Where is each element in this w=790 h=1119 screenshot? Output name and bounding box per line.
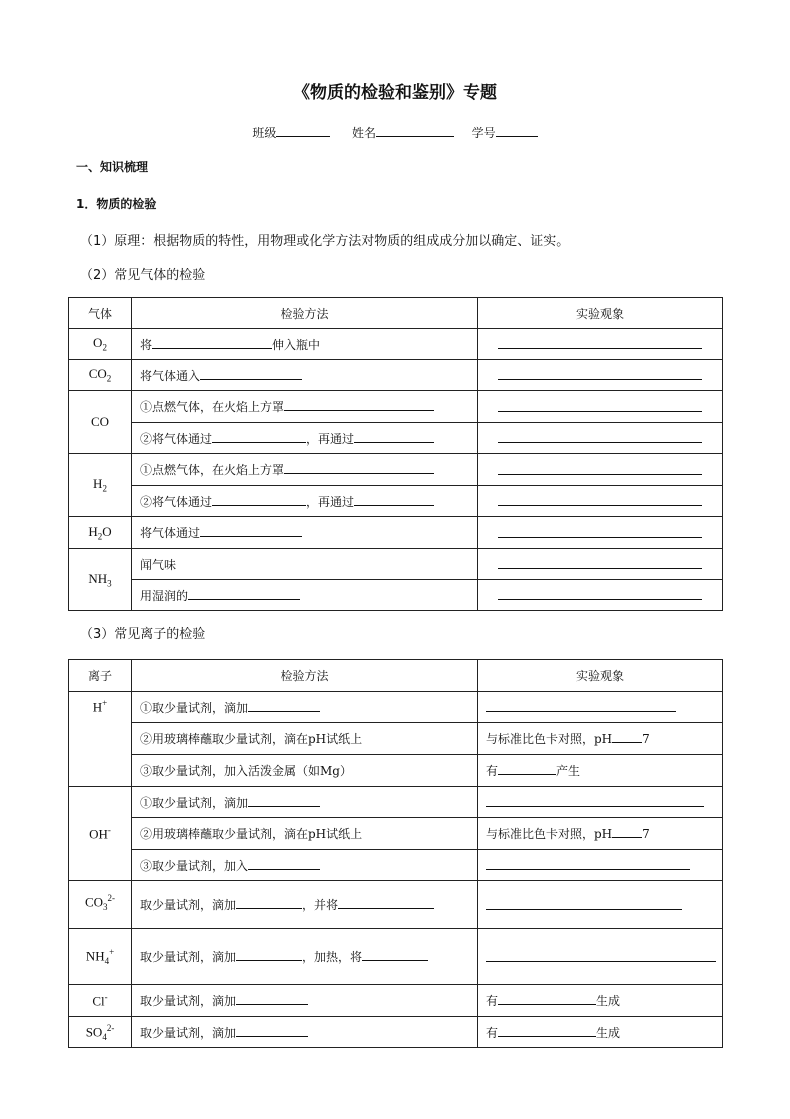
table-row xyxy=(69,985,723,1017)
answer-blank[interactable] xyxy=(188,587,300,600)
header-method: 检验方法 xyxy=(132,660,478,692)
observation-text: 有 xyxy=(486,764,499,778)
method-text: 取少量试剂，滴加 xyxy=(140,1025,237,1040)
gas-nh3: $NH_3$ xyxy=(69,549,132,611)
observation-text: 生成 xyxy=(596,994,621,1008)
answer-blank[interactable] xyxy=(498,399,702,412)
class-label: 班级 xyxy=(252,126,277,140)
answer-blank[interactable] xyxy=(236,992,308,1005)
answer-blank[interactable] xyxy=(362,948,428,961)
ion-heading: （3）常见离子的检验 xyxy=(80,627,206,642)
table-row xyxy=(69,881,723,929)
method-cell xyxy=(132,850,478,881)
table-row xyxy=(69,723,723,755)
method-cell xyxy=(132,881,478,929)
gas-h2o: $H_2O$ xyxy=(69,517,132,549)
answer-blank[interactable] xyxy=(212,493,306,506)
method-cell xyxy=(132,985,478,1017)
ion-h: H+ xyxy=(69,692,132,787)
method-text: ①取少量试剂，滴加 xyxy=(140,795,249,810)
answer-blank[interactable] xyxy=(284,461,434,474)
method-cell xyxy=(132,580,478,611)
answer-blank[interactable] xyxy=(236,1024,308,1037)
ion-table-header xyxy=(69,660,723,692)
answer-blank[interactable] xyxy=(486,794,704,807)
answer-blank[interactable] xyxy=(486,699,676,712)
answer-blank[interactable] xyxy=(498,556,702,569)
method-text: ，再通过 xyxy=(306,431,355,446)
method-text: 将气体通入 xyxy=(140,368,201,383)
gas-o2: $O_2$ xyxy=(69,329,132,360)
answer-blank[interactable] xyxy=(248,857,320,870)
observation-text: 与标准比色卡对照，pH xyxy=(486,827,613,841)
principle-text: （1）原理：根据物质的特性，用物理或化学方法对物质的组成成分加以确定、证实。 xyxy=(80,234,570,249)
answer-blank[interactable] xyxy=(498,525,702,538)
ion-oh: OH- xyxy=(69,787,132,881)
class-blank[interactable] xyxy=(276,124,330,137)
answer-blank[interactable] xyxy=(498,992,596,1005)
method-cell xyxy=(132,329,478,360)
method-text: ②将气体通过 xyxy=(140,494,213,509)
method-cell xyxy=(132,692,478,723)
table-row xyxy=(69,692,723,723)
observation-cell xyxy=(478,360,723,391)
answer-blank[interactable] xyxy=(612,825,642,838)
observation-cell xyxy=(478,329,723,360)
method-cell xyxy=(132,391,478,423)
header-observation: 实验观象 xyxy=(478,660,723,692)
table-row xyxy=(69,391,723,423)
observation-cell xyxy=(478,580,723,611)
table-row xyxy=(69,486,723,517)
method-text: ③取少量试剂，加入 xyxy=(140,858,249,873)
student-info-line xyxy=(0,124,790,141)
method-cell xyxy=(132,1017,478,1048)
observation-text: 7 xyxy=(642,732,650,746)
method-cell xyxy=(132,454,478,486)
answer-blank[interactable] xyxy=(248,794,320,807)
table-row xyxy=(69,517,723,549)
table-row xyxy=(69,929,723,985)
observation-text: 7 xyxy=(642,827,650,841)
gas-co: CO xyxy=(69,391,132,454)
answer-blank[interactable] xyxy=(200,524,302,537)
answer-blank[interactable] xyxy=(338,896,434,909)
ion-cl: Cl- xyxy=(69,985,132,1017)
answer-blank[interactable] xyxy=(486,897,682,910)
observation-cell xyxy=(478,881,723,929)
observation-text: 有 xyxy=(486,994,499,1008)
table-row xyxy=(69,329,723,360)
method-text: ，并将 xyxy=(302,898,339,912)
answer-blank[interactable] xyxy=(498,462,702,475)
answer-blank[interactable] xyxy=(284,398,434,411)
observation-cell xyxy=(478,723,723,755)
observation-cell xyxy=(478,391,723,423)
table-row xyxy=(69,755,723,787)
answer-blank[interactable] xyxy=(152,336,272,349)
observation-cell xyxy=(478,929,723,985)
id-label: 学号 xyxy=(471,126,496,140)
id-blank[interactable] xyxy=(496,124,538,137)
table-row xyxy=(69,1017,723,1048)
method-cell: ②用玻璃棒蘸取少量试剂，滴在pH试纸上 xyxy=(132,818,478,850)
method-text: ①点燃气体，在火焰上方罩 xyxy=(140,400,285,414)
gas-h2: $H_2$ xyxy=(69,454,132,517)
method-text: ，再通过 xyxy=(306,494,355,509)
ion-co3: $CO_3^{2-}$ xyxy=(69,881,132,929)
table-row xyxy=(69,850,723,881)
answer-blank[interactable] xyxy=(498,762,556,775)
observation-cell xyxy=(478,850,723,881)
table-row xyxy=(69,787,723,818)
method-cell xyxy=(132,549,478,580)
method-cell xyxy=(132,423,478,454)
ion-so4: $SO_4^{2-}$ xyxy=(69,1017,132,1048)
observation-cell xyxy=(478,787,723,818)
method-cell: ②用玻璃棒蘸取少量试剂，滴在pH试纸上 xyxy=(132,723,478,755)
observation-cell xyxy=(478,755,723,787)
answer-blank[interactable] xyxy=(486,949,716,962)
observation-text: 有 xyxy=(486,1025,499,1040)
method-cell: ③取少量试剂，加入活泼金属（如Mg） xyxy=(132,755,478,787)
name-label: 姓名 xyxy=(351,126,376,140)
observation-cell xyxy=(478,549,723,580)
method-text: ①取少量试剂，滴加 xyxy=(140,700,249,715)
observation-cell xyxy=(478,1017,723,1048)
table-row xyxy=(69,360,723,391)
answer-blank[interactable] xyxy=(498,493,702,506)
method-text: ②将气体通过 xyxy=(140,431,213,446)
table-row xyxy=(69,580,723,611)
method-cell xyxy=(132,929,478,985)
table-row xyxy=(69,454,723,486)
observation-text: 与标准比色卡对照，pH xyxy=(486,732,613,746)
answer-blank[interactable] xyxy=(498,430,702,443)
method-text: 取少量试剂，滴加 xyxy=(140,994,237,1008)
table-row xyxy=(69,818,723,850)
gas-heading: （2）常见气体的检验 xyxy=(80,268,206,283)
observation-cell xyxy=(478,517,723,549)
ion-table xyxy=(68,659,723,1048)
observation-cell xyxy=(478,818,723,850)
gas-co2: $CO_2$ xyxy=(69,360,132,391)
method-text: ，加热，将 xyxy=(302,950,363,964)
observation-text: 产生 xyxy=(556,764,581,778)
table-row xyxy=(69,549,723,580)
gas-table xyxy=(68,297,723,611)
observation-text: 生成 xyxy=(596,1025,621,1040)
answer-blank[interactable] xyxy=(498,336,702,349)
section-heading-knowledge: 一、知识梳理 xyxy=(76,160,149,174)
method-text: 闻气味 xyxy=(140,557,177,572)
method-cell xyxy=(132,787,478,818)
answer-blank[interactable] xyxy=(212,430,306,443)
answer-blank[interactable] xyxy=(498,367,702,380)
method-text: 将气体通过 xyxy=(140,526,201,540)
answer-blank[interactable] xyxy=(498,587,702,600)
answer-blank[interactable] xyxy=(236,948,302,961)
answer-blank[interactable] xyxy=(498,1024,596,1037)
observation-cell xyxy=(478,454,723,486)
answer-blank[interactable] xyxy=(354,493,434,506)
header-gas: 气体 xyxy=(69,298,132,329)
answer-blank[interactable] xyxy=(486,857,690,870)
header-observation: 实验观象 xyxy=(478,298,723,329)
ion-nh4: $NH_4^+$ xyxy=(69,929,132,985)
header-method: 检验方法 xyxy=(132,298,478,329)
method-text: ①点燃气体，在火焰上方罩 xyxy=(140,463,285,477)
method-text: 伸入瓶中 xyxy=(272,337,321,352)
table-row xyxy=(69,423,723,454)
observation-cell xyxy=(478,985,723,1017)
method-text: 取少量试剂，滴加 xyxy=(140,950,237,964)
answer-blank[interactable] xyxy=(354,430,434,443)
method-text: 用湿润的 xyxy=(140,588,189,603)
answer-blank[interactable] xyxy=(236,896,302,909)
page-title: 《物质的检验和鉴别》专题 xyxy=(293,83,497,103)
method-cell xyxy=(132,360,478,391)
observation-cell xyxy=(478,423,723,454)
method-text: 取少量试剂，滴加 xyxy=(140,898,237,912)
subsection-heading-detection: 1．物质的检验 xyxy=(76,197,157,211)
method-text: 将 xyxy=(140,337,153,352)
answer-blank[interactable] xyxy=(200,367,302,380)
observation-cell xyxy=(478,692,723,723)
observation-cell xyxy=(478,486,723,517)
method-cell xyxy=(132,486,478,517)
method-cell xyxy=(132,517,478,549)
gas-table-header xyxy=(69,298,723,329)
answer-blank[interactable] xyxy=(248,699,320,712)
name-blank[interactable] xyxy=(376,124,454,137)
header-ion: 离子 xyxy=(69,660,132,692)
answer-blank[interactable] xyxy=(612,730,642,743)
